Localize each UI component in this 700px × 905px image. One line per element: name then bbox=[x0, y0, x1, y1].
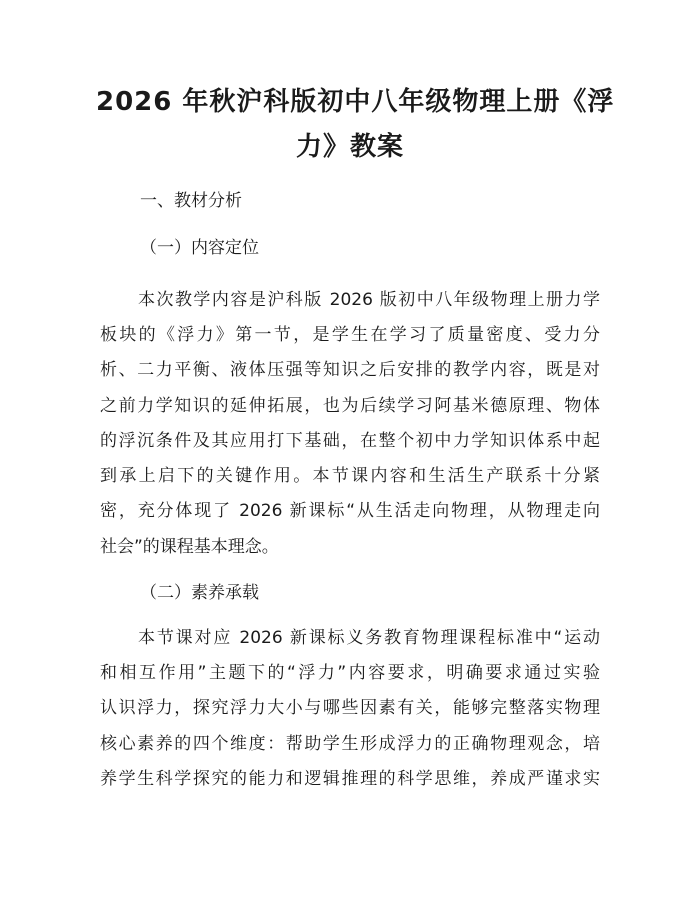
paragraph-line: 社会”的课程基本理念。 bbox=[100, 537, 279, 557]
section-heading-textbook-analysis: 一、教材分析 bbox=[140, 191, 242, 211]
paragraph-line: 养学生科学探究的能力和逻辑推理的科学思维，养成严谨求实 bbox=[100, 769, 600, 789]
paragraph-line: 和相互作用”主题下的“浮力”内容要求，明确要求通过实验 bbox=[100, 663, 600, 683]
subsection-heading-content-position: （一）内容定位 bbox=[140, 238, 259, 258]
paragraph-line: 的浮沉条件及其应用打下基础，在整个初中力学知识体系中起 bbox=[100, 431, 600, 451]
document-title-line-1: 2026 年秋沪科版初中八年级物理上册《浮 bbox=[96, 87, 615, 117]
paragraph-line: 板块的《浮力》第一节，是学生在学习了质量密度、受力分 bbox=[100, 325, 600, 345]
paragraph-line: 核心素养的四个维度：帮助学生形成浮力的正确物理观念，培 bbox=[100, 734, 600, 754]
document-title-line-2: 力》教案 bbox=[295, 132, 404, 162]
subsection-heading-literacy: （二）素养承载 bbox=[140, 583, 259, 603]
paragraph-line: 本节课对应 2026 新课标义务教育物理课程标准中“运动 bbox=[138, 628, 600, 648]
paragraph-line: 认识浮力，探究浮力大小与哪些因素有关，能够完整落实物理 bbox=[100, 698, 600, 718]
paragraph-line: 到承上启下的关键作用。本节课内容和生活生产联系十分紧 bbox=[100, 466, 600, 486]
paragraph-line: 之前力学知识的延伸拓展，也为后续学习阿基米德原理、物体 bbox=[100, 396, 600, 416]
paragraph-line: 本次教学内容是沪科版 2026 版初中八年级物理上册力学 bbox=[138, 290, 600, 310]
paragraph-line: 析、二力平衡、液体压强等知识之后安排的教学内容，既是对 bbox=[100, 360, 600, 380]
paragraph-line: 密，充分体现了 2026 新课标“从生活走向物理，从物理走向 bbox=[100, 501, 600, 521]
